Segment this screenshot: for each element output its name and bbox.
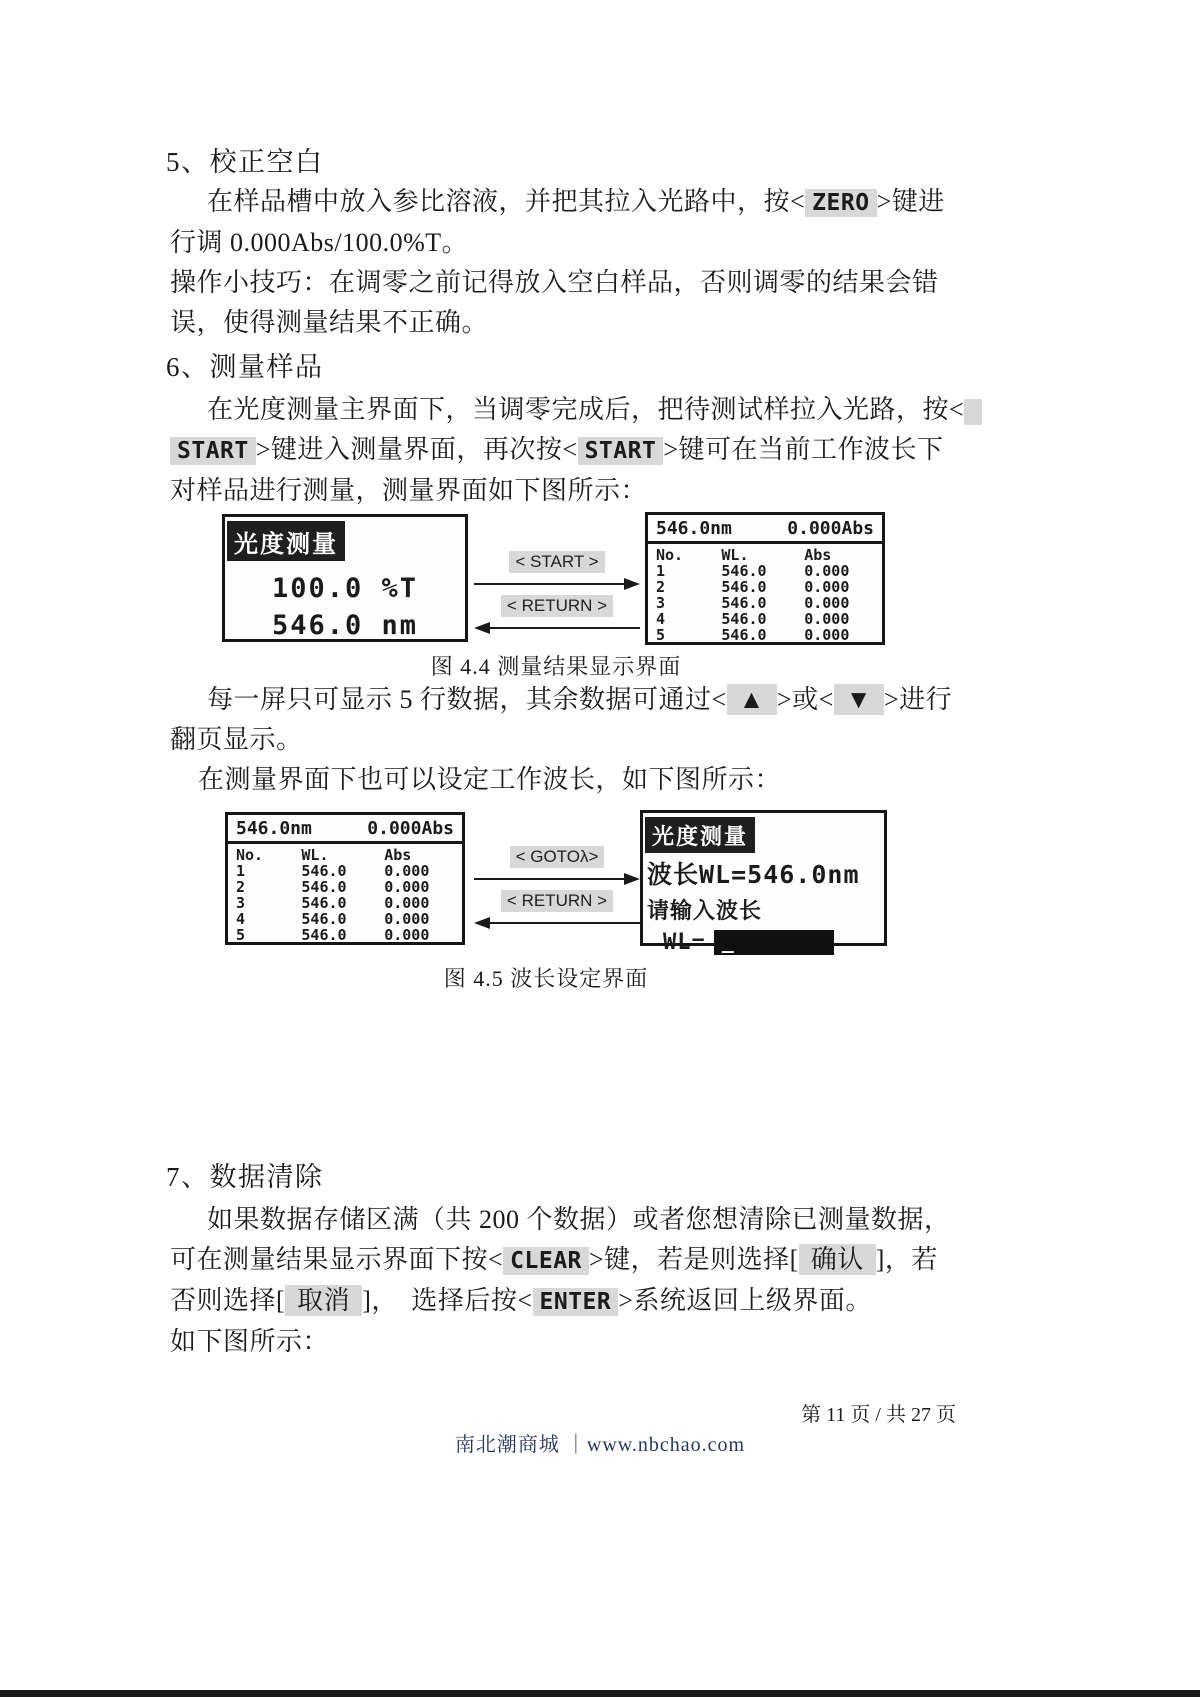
cell-wl: 546.0: [721, 562, 767, 580]
text-run: 如下图所示：: [170, 1327, 330, 1356]
cell-no: 2: [236, 878, 246, 896]
column-header: WL.: [301, 846, 329, 864]
transmittance-readout: 100.0 %T: [271, 573, 419, 604]
text-run: >键可在当前工作波长下: [663, 435, 944, 464]
screen-title-inverted: 光度测量: [227, 521, 345, 561]
text-run: >键，若是则选择[: [588, 1245, 799, 1274]
text-run: >或<: [776, 685, 834, 714]
cell-wl: 546.0: [301, 894, 347, 912]
return-key-label: < RETURN >: [501, 890, 613, 912]
cancel-key: 取消: [285, 1285, 362, 1316]
cell-no: 1: [236, 862, 246, 880]
paragraph-line: [170, 263, 970, 303]
return-key-label: < RETURN >: [501, 595, 613, 617]
cell-no: 4: [236, 910, 246, 928]
section-6-heading: 6、测量样品: [166, 352, 324, 382]
clear-key: CLEAR: [503, 1247, 589, 1275]
column-header: No.: [656, 546, 684, 564]
paragraph-line: [170, 1240, 980, 1281]
column-header: WL.: [721, 546, 749, 564]
page-bottom-border: [0, 1690, 1200, 1697]
cell-abs: 0.000: [804, 626, 850, 644]
text-run: 行调 0.000Abs/100.0%T。: [170, 228, 469, 257]
start-key: START: [170, 437, 256, 465]
text-run: 如果数据存储区满（共 200 个数据）或者您想清除已测量数据，: [207, 1205, 951, 1234]
figure-4-4-arrows: [474, 551, 640, 641]
paragraph-line: [170, 390, 980, 430]
text-run: 在光度测量主界面下，当调零完成后，把待测试样拉入光路，按<: [207, 395, 965, 424]
wavelength-setting-line: 波长WL=546.0nm: [647, 860, 860, 889]
paragraph-line: [170, 303, 970, 343]
goto-wavelength-key-label: < GOTOλ>: [510, 846, 605, 868]
arrow-label-row: [474, 890, 640, 912]
measurement-results-screen: [645, 512, 885, 645]
arrow-right-icon: [474, 577, 640, 591]
cell-wl: 546.0: [301, 878, 347, 896]
arrow-label-row: [474, 595, 640, 617]
text-run: >进行: [883, 685, 953, 714]
screen-header: [648, 515, 882, 544]
cell-abs: 0.000: [804, 562, 850, 580]
text-run: 操作小技巧：在调零之前记得放入空白样品，否则调零的结果会错: [170, 268, 939, 297]
start-key-label: < START >: [509, 551, 604, 573]
text-run: 否则选择[: [170, 1286, 286, 1315]
paragraph-line: [170, 1281, 980, 1322]
cell-abs: 0.000: [384, 894, 430, 912]
paragraph-line: [170, 680, 980, 720]
enter-key: ENTER: [533, 1288, 619, 1316]
zero-key: ZERO: [805, 189, 876, 217]
section-5-heading: 5、校正空白: [166, 147, 324, 177]
paragraph-line: [170, 471, 980, 511]
screen-header: [228, 815, 462, 844]
paragraph-line: [170, 223, 970, 263]
section-7-body: [170, 1200, 980, 1362]
cell-abs: 0.000: [804, 594, 850, 612]
paragraph-line: [170, 760, 980, 800]
text-run: 翻页显示。: [170, 725, 303, 754]
cell-no: 5: [656, 626, 666, 644]
text-run: >键进: [876, 187, 945, 216]
text-run: 在样品槽中放入参比溶液，并把其拉入光路中，按<: [207, 187, 806, 216]
cell-wl: 546.0: [721, 626, 767, 644]
table-header-row: [236, 847, 454, 863]
table-row: [236, 911, 454, 927]
results-table: [648, 544, 882, 643]
paragraph-line: [170, 720, 980, 760]
wavelength-readout: 546.0 nm: [271, 610, 419, 641]
text-run: 误，使得测量结果不正确。: [170, 308, 489, 337]
table-row: [236, 927, 454, 943]
section-6-body: [170, 390, 980, 511]
cell-wl: 546.0: [301, 926, 347, 944]
start-key-wrap-stub: [964, 399, 982, 425]
cell-no: 3: [656, 594, 666, 612]
table-header-row: [656, 547, 874, 563]
cell-no: 4: [656, 610, 666, 628]
arrow-label-row: [474, 551, 640, 573]
start-key: START: [578, 437, 664, 465]
cell-no: 3: [236, 894, 246, 912]
cell-wl: 546.0: [721, 594, 767, 612]
table-row: [656, 563, 874, 579]
arrow-left-icon: [474, 621, 640, 635]
cell-wl: 546.0: [301, 862, 347, 880]
text-run: >系统返回上级界面。: [618, 1286, 872, 1315]
cell-abs: 0.000: [804, 610, 850, 628]
arrow-label-row: [474, 846, 640, 868]
section-7-heading: 7、数据清除: [166, 1162, 324, 1192]
cell-abs: 0.000: [384, 926, 430, 944]
paragraph-line: [170, 430, 980, 471]
text-run: 每一屏只可显示 5 行数据，其余数据可通过<: [207, 685, 727, 714]
confirm-key: 确认: [799, 1244, 876, 1275]
table-row: [656, 611, 874, 627]
text-run: 在测量界面下也可以设定工作波长，如下图所示：: [198, 765, 782, 794]
paragraph-line: [170, 1322, 980, 1362]
figure-4-5-arrows: [474, 846, 640, 936]
text-run: 可在测量结果显示界面下按<: [170, 1245, 504, 1274]
wavelength-input-row: [663, 930, 884, 955]
text-run: >键进入测量界面，再次按<: [255, 435, 578, 464]
cell-no: 5: [236, 926, 246, 944]
down-arrow-key: ▼: [834, 684, 884, 715]
wavelength-input-field: [714, 930, 834, 955]
text-run: ]，若: [875, 1245, 938, 1274]
column-header: Abs: [384, 846, 412, 864]
text-run: ]， 选择后按<: [362, 1286, 533, 1315]
wl-field-label: WL=: [663, 930, 706, 955]
table-row: [236, 879, 454, 895]
section-5-body: [170, 182, 970, 343]
table-row: [656, 595, 874, 611]
wavelength-readout: 546.0nm: [236, 818, 312, 839]
column-header: Abs: [804, 546, 832, 564]
up-arrow-key: ▲: [727, 684, 777, 715]
cell-wl: 546.0: [301, 910, 347, 928]
absorbance-readout: 0.000Abs: [367, 818, 454, 839]
table-row: [236, 863, 454, 879]
arrow-right-icon: [474, 872, 640, 886]
cell-abs: 0.000: [384, 862, 430, 880]
text-cursor: _: [721, 929, 734, 953]
paragraph-line: [170, 182, 970, 223]
section-6-body-2: [170, 680, 980, 800]
text-run: 对样品进行测量，测量界面如下图所示：: [170, 476, 648, 505]
cell-no: 1: [656, 562, 666, 580]
table-row: [656, 627, 874, 643]
cell-abs: 0.000: [804, 578, 850, 596]
cell-no: 2: [656, 578, 666, 596]
figure-4-4-caption: 图 4.4 测量结果显示界面: [430, 654, 682, 679]
measurement-results-screen-2: [225, 812, 465, 945]
wavelength-readout: 546.0nm: [656, 518, 732, 539]
figure-4-5-caption: 图 4.5 波长设定界面: [443, 966, 649, 991]
results-table: [228, 844, 462, 943]
cell-wl: 546.0: [721, 610, 767, 628]
site-watermark: 南北潮商城 ｜www.nbchao.com: [454, 1434, 746, 1456]
wavelength-setting-screen: [640, 810, 887, 955]
screen-title-inverted: 光度测量: [645, 817, 755, 853]
table-row: [656, 579, 874, 595]
cell-wl: 546.0: [721, 578, 767, 596]
table-row: [236, 895, 454, 911]
cell-abs: 0.000: [384, 910, 430, 928]
paragraph-line: [170, 1200, 980, 1240]
photometry-main-screen: [222, 514, 468, 642]
column-header: No.: [236, 846, 264, 864]
absorbance-readout: 0.000Abs: [787, 518, 874, 539]
arrow-left-icon: [474, 916, 640, 930]
input-prompt: 请输入波长: [647, 899, 763, 924]
page-number: 第 11 页 / 共 27 页: [801, 1404, 956, 1426]
cell-abs: 0.000: [384, 878, 430, 896]
